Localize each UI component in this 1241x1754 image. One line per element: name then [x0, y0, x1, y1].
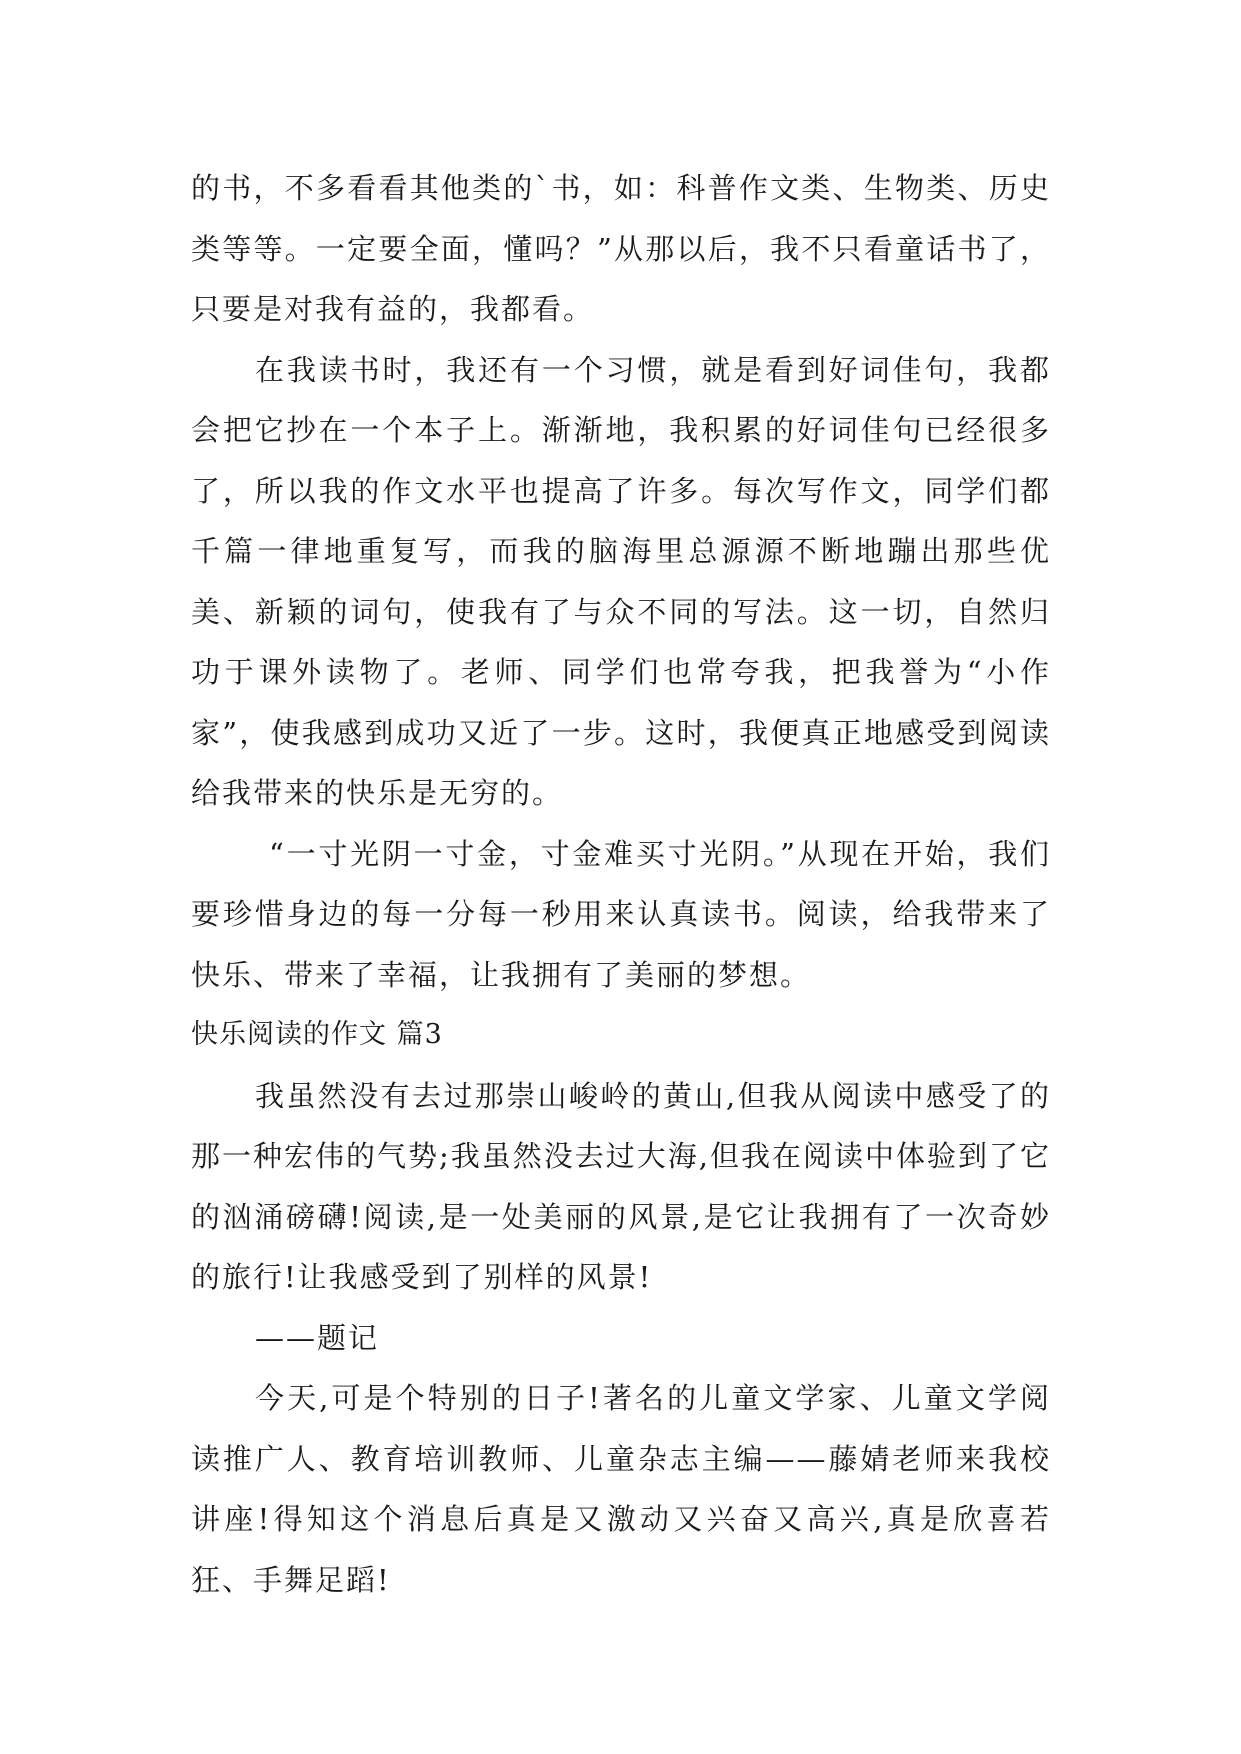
paragraph-special-day: 今天,可是个特别的日子!著名的儿童文学家、儿童文学阅读推广人、教育培训教师、儿童杂志主编——藤婧老师来我校讲座!得知这个消息后真是又激动又兴奋又高兴,真是欣喜若狂、手舞足蹈!: [191, 1381, 1051, 1597]
paragraph-epigraph-attribution: ——题记: [255, 1320, 380, 1355]
paragraph-epigraph: 我虽然没有去过那崇山峻岭的黄山,但我从阅读中感受了的那一种宏伟的气势;我虽然没去过大海,但我在阅读中体验到了它的汹涌磅礴!阅读,是一处美丽的风景,是它让我拥有了一次奇妙的旅行!让我感受到了别样的风景!: [191, 1078, 1051, 1294]
paragraph-proverb: “一寸光阴一寸金，寸金难买寸光阴。”从现在开始，我们要珍惜身边的每一分每一秒用来认真读书。阅读，给我带来了快乐、带来了幸福，让我拥有了美丽的梦想。: [191, 836, 1051, 992]
section-heading: 快乐阅读的作文 篇3: [191, 1019, 443, 1050]
paragraph-notebook-habit: 在我读书时，我还有一个习惯，就是看到好词佳句，我都会把它抄在一个本子上。渐渐地，我积累的好词佳句已经很多了，所以我的作文水平也提高了许多。每次写作文，同学们都千篇一律地重复写，而我的脑海里总源源不断地蹦出那些优美、新颖的词句，使我有了与众不同的写法。这一切，自然归功于课外读物了。老师、同学们也常夸我，把我誉为“小作家”，使我感到成功又近了一步。这时，我便真正地感受到阅读给我带来的快乐是无穷的。: [191, 352, 1051, 810]
document-body: [191, 158, 1051, 1610]
paragraph-continued: 的书，不多看看其他类的`书，如：科普作文类、生物类、历史类等等。一定要全面，懂吗？”从那以后，我不只看童话书了，只要是对我有益的，我都看。: [191, 171, 1051, 326]
